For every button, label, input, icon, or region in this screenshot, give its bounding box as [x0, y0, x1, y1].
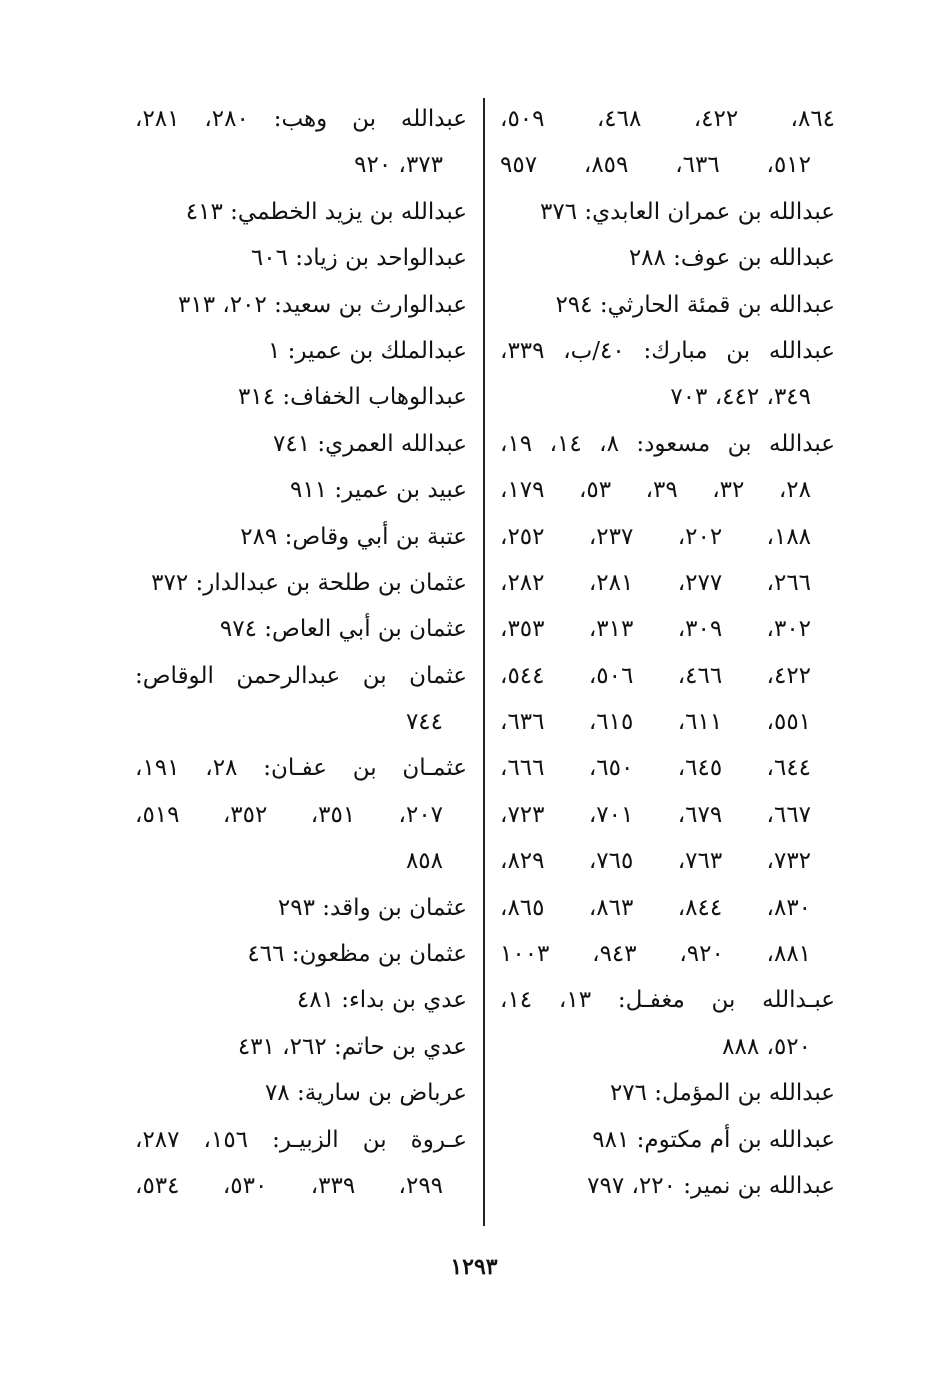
- page-number: ١٢٩٣: [450, 1254, 498, 1280]
- index-entry: عدي بن بداء: ٤٨١: [296, 987, 467, 1014]
- index-entry: عبدالله بن عمران العابدي: ٣٧٦: [539, 198, 835, 225]
- index-entry: عثمان بن عبدالرحمن الوقاص:: [135, 662, 467, 689]
- index-entry: عبدالملك بن عمير: ١: [267, 337, 467, 364]
- index-line: ٦٦٧، ٦٧٩، ٧٠١، ٧٢٣،: [500, 801, 812, 828]
- index-line: ١٨٨، ٢٠٢، ٢٣٧، ٢٥٢،: [500, 523, 812, 550]
- index-line: ٣٠٢، ٣٠٩، ٣١٣، ٣٥٣،: [500, 616, 812, 643]
- index-entry: عبدالله العمري: ٧٤١: [273, 430, 467, 457]
- index-line: ٦٤٤، ٦٤٥، ٦٥٠، ٦٦٦،: [500, 755, 812, 782]
- index-entry: عثمان بن مظعون: ٤٦٦: [247, 941, 467, 968]
- index-line: ٤٢٢، ٤٦٦، ٥٠٦، ٥٤٤،: [500, 662, 812, 689]
- index-entry: عبـدالله بن مغفـل: ١٣، ١٤،: [500, 987, 835, 1014]
- index-line: ٢٠٧، ٣٥١، ٣٥٢، ٥١٩،: [135, 801, 444, 828]
- index-entry: عـروة بن الزبيـر: ١٥٦، ٢٨٧،: [135, 1126, 467, 1153]
- index-entry: عثمان بن أبي العاص: ٩٧٤: [219, 616, 467, 643]
- right-column: [500, 96, 835, 1209]
- index-entry: عبدالله بن قمئة الحارثي: ٢٩٤: [555, 291, 835, 318]
- index-line: ٧٣٢، ٧٦٣، ٧٦٥، ٨٢٩،: [500, 848, 812, 875]
- column-divider: [483, 98, 485, 1226]
- index-line: ٢٨، ٣٢، ٣٩، ٥٣، ١٧٩،: [500, 477, 811, 504]
- index-line: ٣٧٣، ٩٢٠: [354, 152, 443, 179]
- index-line: ٥٥١، ٦١١، ٦١٥، ٦٣٦،: [500, 709, 812, 736]
- index-entry: عبدالله بن مبارك: ٤٠/ب، ٣٣٩،: [500, 337, 835, 364]
- index-line: ٧٤٤: [405, 709, 443, 736]
- index-entry: عتبة بن أبي وقاص: ٢٨٩: [240, 523, 467, 550]
- index-line: ٥١٢، ٦٣٦، ٨٥٩، ٩٥٧: [500, 152, 811, 179]
- index-line: ٨٣٠، ٨٤٤، ٨٦٣، ٨٦٥،: [500, 894, 812, 921]
- index-entry: عبدالله بن يزيد الخطمي: ٤١٣: [185, 198, 467, 225]
- index-line: ٥٢٠، ٨٨٨: [722, 1033, 811, 1060]
- left-column: [135, 96, 467, 1209]
- index-line: ٣٤٩، ٤٤٢، ٧٠٣: [670, 384, 811, 411]
- index-entry: عبدالله بن وهب: ٢٨٠، ٢٨١،: [135, 106, 467, 132]
- index-entry: عثمان بن طلحة بن عبدالدار: ٣٧٢: [151, 569, 467, 596]
- index-entry: عثمـان بن عفـان: ٢٨، ١٩١،: [135, 755, 467, 782]
- index-line: ٢٩٩، ٣٣٩، ٥٣٠، ٥٣٤،: [135, 1172, 444, 1199]
- index-entry: عبيد بن عمير: ٩١١: [290, 477, 467, 504]
- index-line: ٨٥٨: [405, 848, 443, 875]
- index-entry: عدي بن حاتم: ٢٦٢، ٤٣١: [237, 1033, 467, 1060]
- index-entry: عبدالله بن عوف: ٢٨٨: [628, 245, 835, 272]
- index-entry: عبدالوارث بن سعيد: ٢٠٢، ٣١٣: [178, 291, 467, 318]
- index-entry: عبدالله بن أم مكتوم: ٩٨١: [592, 1126, 835, 1153]
- index-line: ٨٦٤، ٤٢٢، ٤٦٨، ٥٠٩،: [500, 106, 835, 132]
- index-entry: عبدالله بن مسعود: ٨، ١٤، ١٩،: [500, 430, 835, 457]
- index-entry: عبدالله بن المؤمل: ٢٧٦: [609, 1080, 835, 1107]
- index-line: ٢٦٦، ٢٧٧، ٢٨١، ٢٨٢،: [500, 569, 812, 596]
- index-entry: عبدالله بن نمير: ٢٢٠، ٧٩٧: [587, 1172, 835, 1199]
- index-entry: عرباض بن سارية: ٧٨: [264, 1080, 467, 1107]
- index-entry: عبدالوهاب الخفاف: ٣١٤: [238, 384, 467, 411]
- index-line: ٨٨١، ٩٢٠، ٩٤٣، ١٠٠٣: [500, 941, 812, 968]
- index-entry: عثمان بن واقد: ٢٩٣: [277, 894, 467, 921]
- index-entry: عبدالواحد بن زياد: ٦٠٦: [250, 245, 467, 272]
